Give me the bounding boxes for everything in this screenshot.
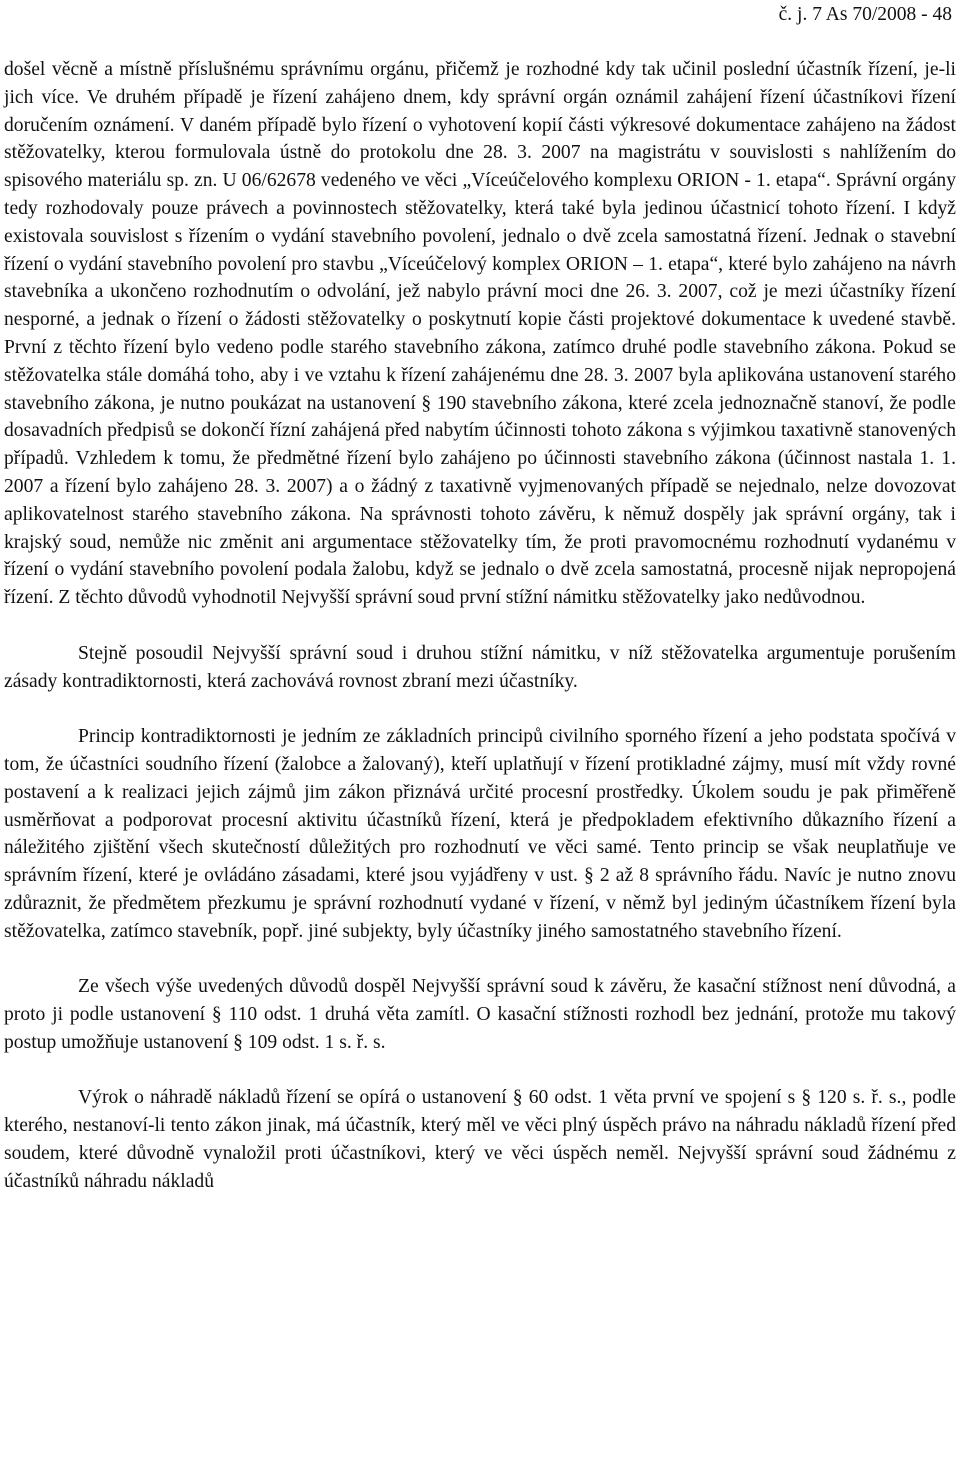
paragraph-costs: Výrok o náhradě nákladů řízení se opírá o ustanovení § 60 odst. 1 věta první ve spojení s § 120 s. ř. s., podle kterého, nestanoví-li tento zákon jinak, má účastník, který měl ve věci plný úspěch právo na náhradu nákladů řízení před soudem, které důvodně vynaložil proti účastníkovi, který ve věci úspěch neměl. Nejvyšší správní soud žádnému z účastníků náhradu nákladů bbox=[4, 1087, 956, 1192]
paragraph-continuation: došel věcně a místně příslušnému správnímu orgánu, přičemž je rozhodné kdy tak učinil poslední účastník řízení, je-li jich více. Ve druhém případě je řízení zahájeno dnem, kdy správní orgán oznámil zahájení řízení účastníkovi řízení doručením oznámení. V daném případě bylo řízení o vyhotovení kopií části výkresové dokumentace zahájeno na žádost stěžovatelky, kterou formulovala ústně do protokolu dne 28. 3. 2007 na magistrátu v souvislosti s nahlížením do spisového materiálu sp. zn. U 06/62678 vedeného ve věci „Víceúčelového komplexu ORION - 1. etapa“. Správní orgány tedy rozhodovaly pouze právech a povinnostech stěžovatelky, která také byla jedinou účastnicí tohoto řízení. I když existovala souvislost s řízením o vydání stavebního povolení, jednalo o dvě zcela samostatná řízení. Jednak o stavební řízení o vydání stavebního povolení pro stavbu „Víceúčelový komplex ORION – 1. etapa“, které bylo zahájeno na návrh stavebníka a ukončeno rozhodnutím o odvolání, jež nabylo právní moci dne 26. 3. 2007, což je mezi účastníky řízení nesporné, a jednak o řízení o žádosti stěžovatelky o poskytnutí kopie části projektové dokumentace k uvedené stavbě. První z těchto řízení bylo vedeno podle starého stavebního zákona, zatímco druhé podle stavebního zákona. Pokud se stěžovatelka stále domáhá toho, aby i ve vztahu k řízení zahájenému dne 28. 3. 2007 byla aplikována ustanovení starého stavebního zákona, je nutno poukázat na ustanovení § 190 stavebního zákona, které zcela jednoznačně stanoví, že podle dosavadních předpisů se dokončí řízní zahájená před nabytím účinnosti tohoto zákona s výjimkou taxativně stanovených případů. Vzhledem k tomu, že předmětné řízení bylo zahájeno po účinnosti stavebního zákona (účinnost nastala 1. 1. 2007 a řízení bylo zahájeno 28. 3. 2007) a o žádný z taxativně vyjmenovaných případě se nejednalo, nelze dovozovat aplikovatelnost starého stavebního zákona. Na správnosti tohoto závěru, k němuž dospěly jak správní orgány, tak i krajský soud, nemůže nic změnit ani argumentace stěžovatelky tím, že proti pravomocnému rozhodnutí vydanému v řízení o vydání stavebního povolení podala žalobu, když se jednalo o dvě zcela samostatná, procesně nijak nepropojená řízení. Z těchto důvodů vyhodnotil Nejvyšší správní soud první stížní námitku stěžovatelky jako nedůvodnou. bbox=[4, 59, 956, 609]
paragraph-conclusion: Ze všech výše uvedených důvodů dospěl Nejvyšší správní soud k závěru, že kasační stížnost není důvodná, a proto ji podle ustanovení § 110 odst. 1 druhá věta zamítl. O kasační stížnosti rozhodl bez jednání, protože mu takový postup umožňuje ustanovení § 109 odst. 1 s. ř. s. bbox=[4, 976, 956, 1053]
paragraph-adversarial-principle: Princip kontradiktornosti je jedním ze základních principů civilního sporného řízení a jeho podstata spočívá v tom, že účastníci soudního řízení (žalobce a žalovaný), kteří uplatňují v řízení protikladné zájmy, musí mít vždy rovné postavení a k realizaci jejich zájmů jim zákon přiznává určité procesní prostředky. Úkolem soudu je pak přiměřeně usměrňovat a podporovat procesní aktivitu účastníků řízení, která je předpokladem efektivního důkazního řízení a náležitého zjištění všech skutečností důležitých pro rozhodnutí ve věci samé. Tento princip se však neuplatňuje ve správním řízení, které je ovládáno zásadami, které jsou vyjádřeny v ust. § 2 až 8 správního řádu. Navíc je nutno znovu zdůraznit, že předmětem přezkumu je správní rozhodnutí vydané v řízení, v němž byl jediným účastníkem řízení byla stěžovatelka, zatímco stavebník, popř. jiné subjekty, byly účastníky jiného samostatného stavebního řízení. bbox=[4, 726, 956, 942]
case-number: č. j. 7 As 70/2008 - 48 bbox=[778, 4, 952, 25]
document-body bbox=[4, 56, 956, 1196]
paragraph-second-objection: Stejně posoudil Nejvyšší správní soud i druhou stížní námitku, v níž stěžovatelka argumentuje porušením zásady kontradiktornosti, která zachovává rovnost zbraní mezi účastníky. bbox=[4, 642, 956, 692]
